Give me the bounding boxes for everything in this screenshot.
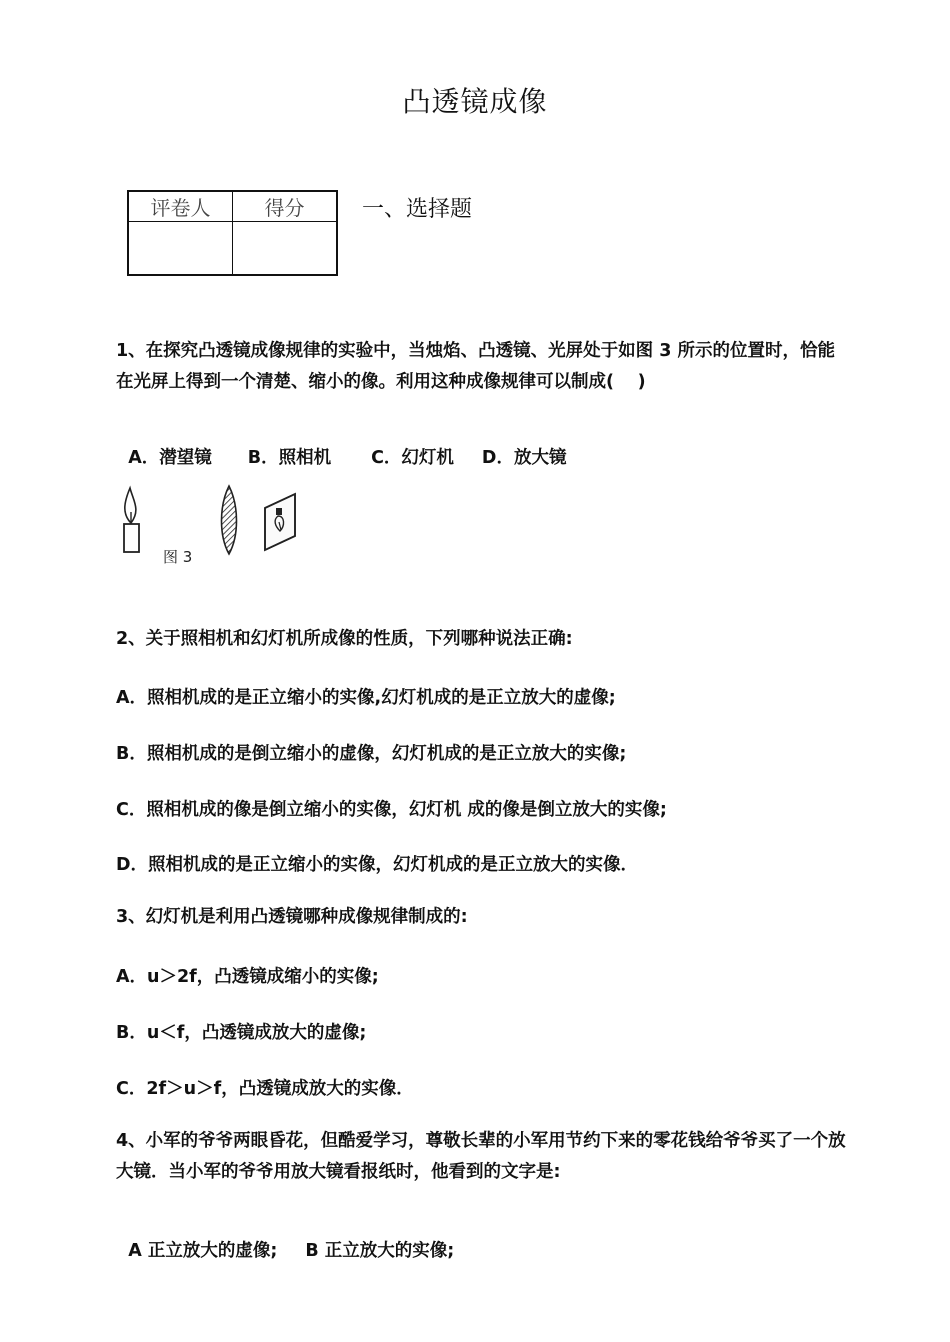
q4-option-b: B 正立放大的实像;: [305, 1241, 455, 1261]
q2-option-a: A．照相机成的是正立缩小的实像,幻灯机成的是正立放大的虚像;: [116, 688, 616, 708]
q3-option-b: B．u＜f，凸透镜成放大的虚像;: [116, 1023, 367, 1043]
q2-option-b: B．照相机成的是倒立缩小的虚像，幻灯机成的是正立放大的实像;: [116, 744, 627, 764]
grader-header: 评卷人: [128, 191, 233, 222]
score-cell: [233, 222, 338, 276]
q1-option-d: D．放大镜: [481, 448, 567, 468]
score-table: [127, 190, 338, 276]
grader-cell: [128, 222, 233, 276]
question-4-options: [116, 1217, 454, 1262]
question-2-text: 2、关于照相机和幻灯机所成像的性质，下列哪种说法正确:: [116, 629, 573, 649]
q3-option-a: A．u＞2f，凸透镜成缩小的实像;: [116, 967, 379, 987]
question-1-options: [116, 424, 566, 469]
question-1-text: 1、在探究凸透镜成像规律的实验中，当烛焰、凸透镜、光屏处于如图 3 所示的位置时，恰能在光屏上得到一个清楚、缩小的像。利用这种成像规律可以制成( ): [116, 341, 836, 392]
q4-option-a: A 正立放大的虚像;: [128, 1241, 278, 1261]
q1-option-b: B．照相机: [247, 448, 332, 468]
page-title: 凸透镜成像: [402, 85, 548, 118]
figure-3-diagram: [115, 478, 305, 570]
q2-option-d: D．照相机成的是正立缩小的实像，幻灯机成的是正立放大的实像．: [116, 855, 639, 875]
q2-option-c: C．照相机成的像是倒立缩小的实像，幻灯机 成的像是倒立放大的实像;: [116, 800, 667, 820]
q3-option-c: C．2f＞u＞f，凸透镜成放大的实像．: [116, 1079, 414, 1099]
score-header: 得分: [233, 191, 338, 222]
section-heading: 一、选择题: [362, 197, 473, 222]
question-4-text: 4、小军的爷爷两眼昏花，但酷爱学习，尊敬长辈的小军用节约下来的零花钱给爷爷买了一个放大镜．当小军的爷爷用放大镜看报纸时，他看到的文字是:: [116, 1131, 846, 1182]
question-3-text: 3、幻灯机是利用凸透镜哪种成像规律制成的:: [116, 907, 468, 927]
q1-option-c: C．幻灯机: [371, 448, 454, 468]
q1-option-a: A．潜望镜: [128, 448, 212, 468]
figure-label: 图 3: [163, 548, 193, 566]
